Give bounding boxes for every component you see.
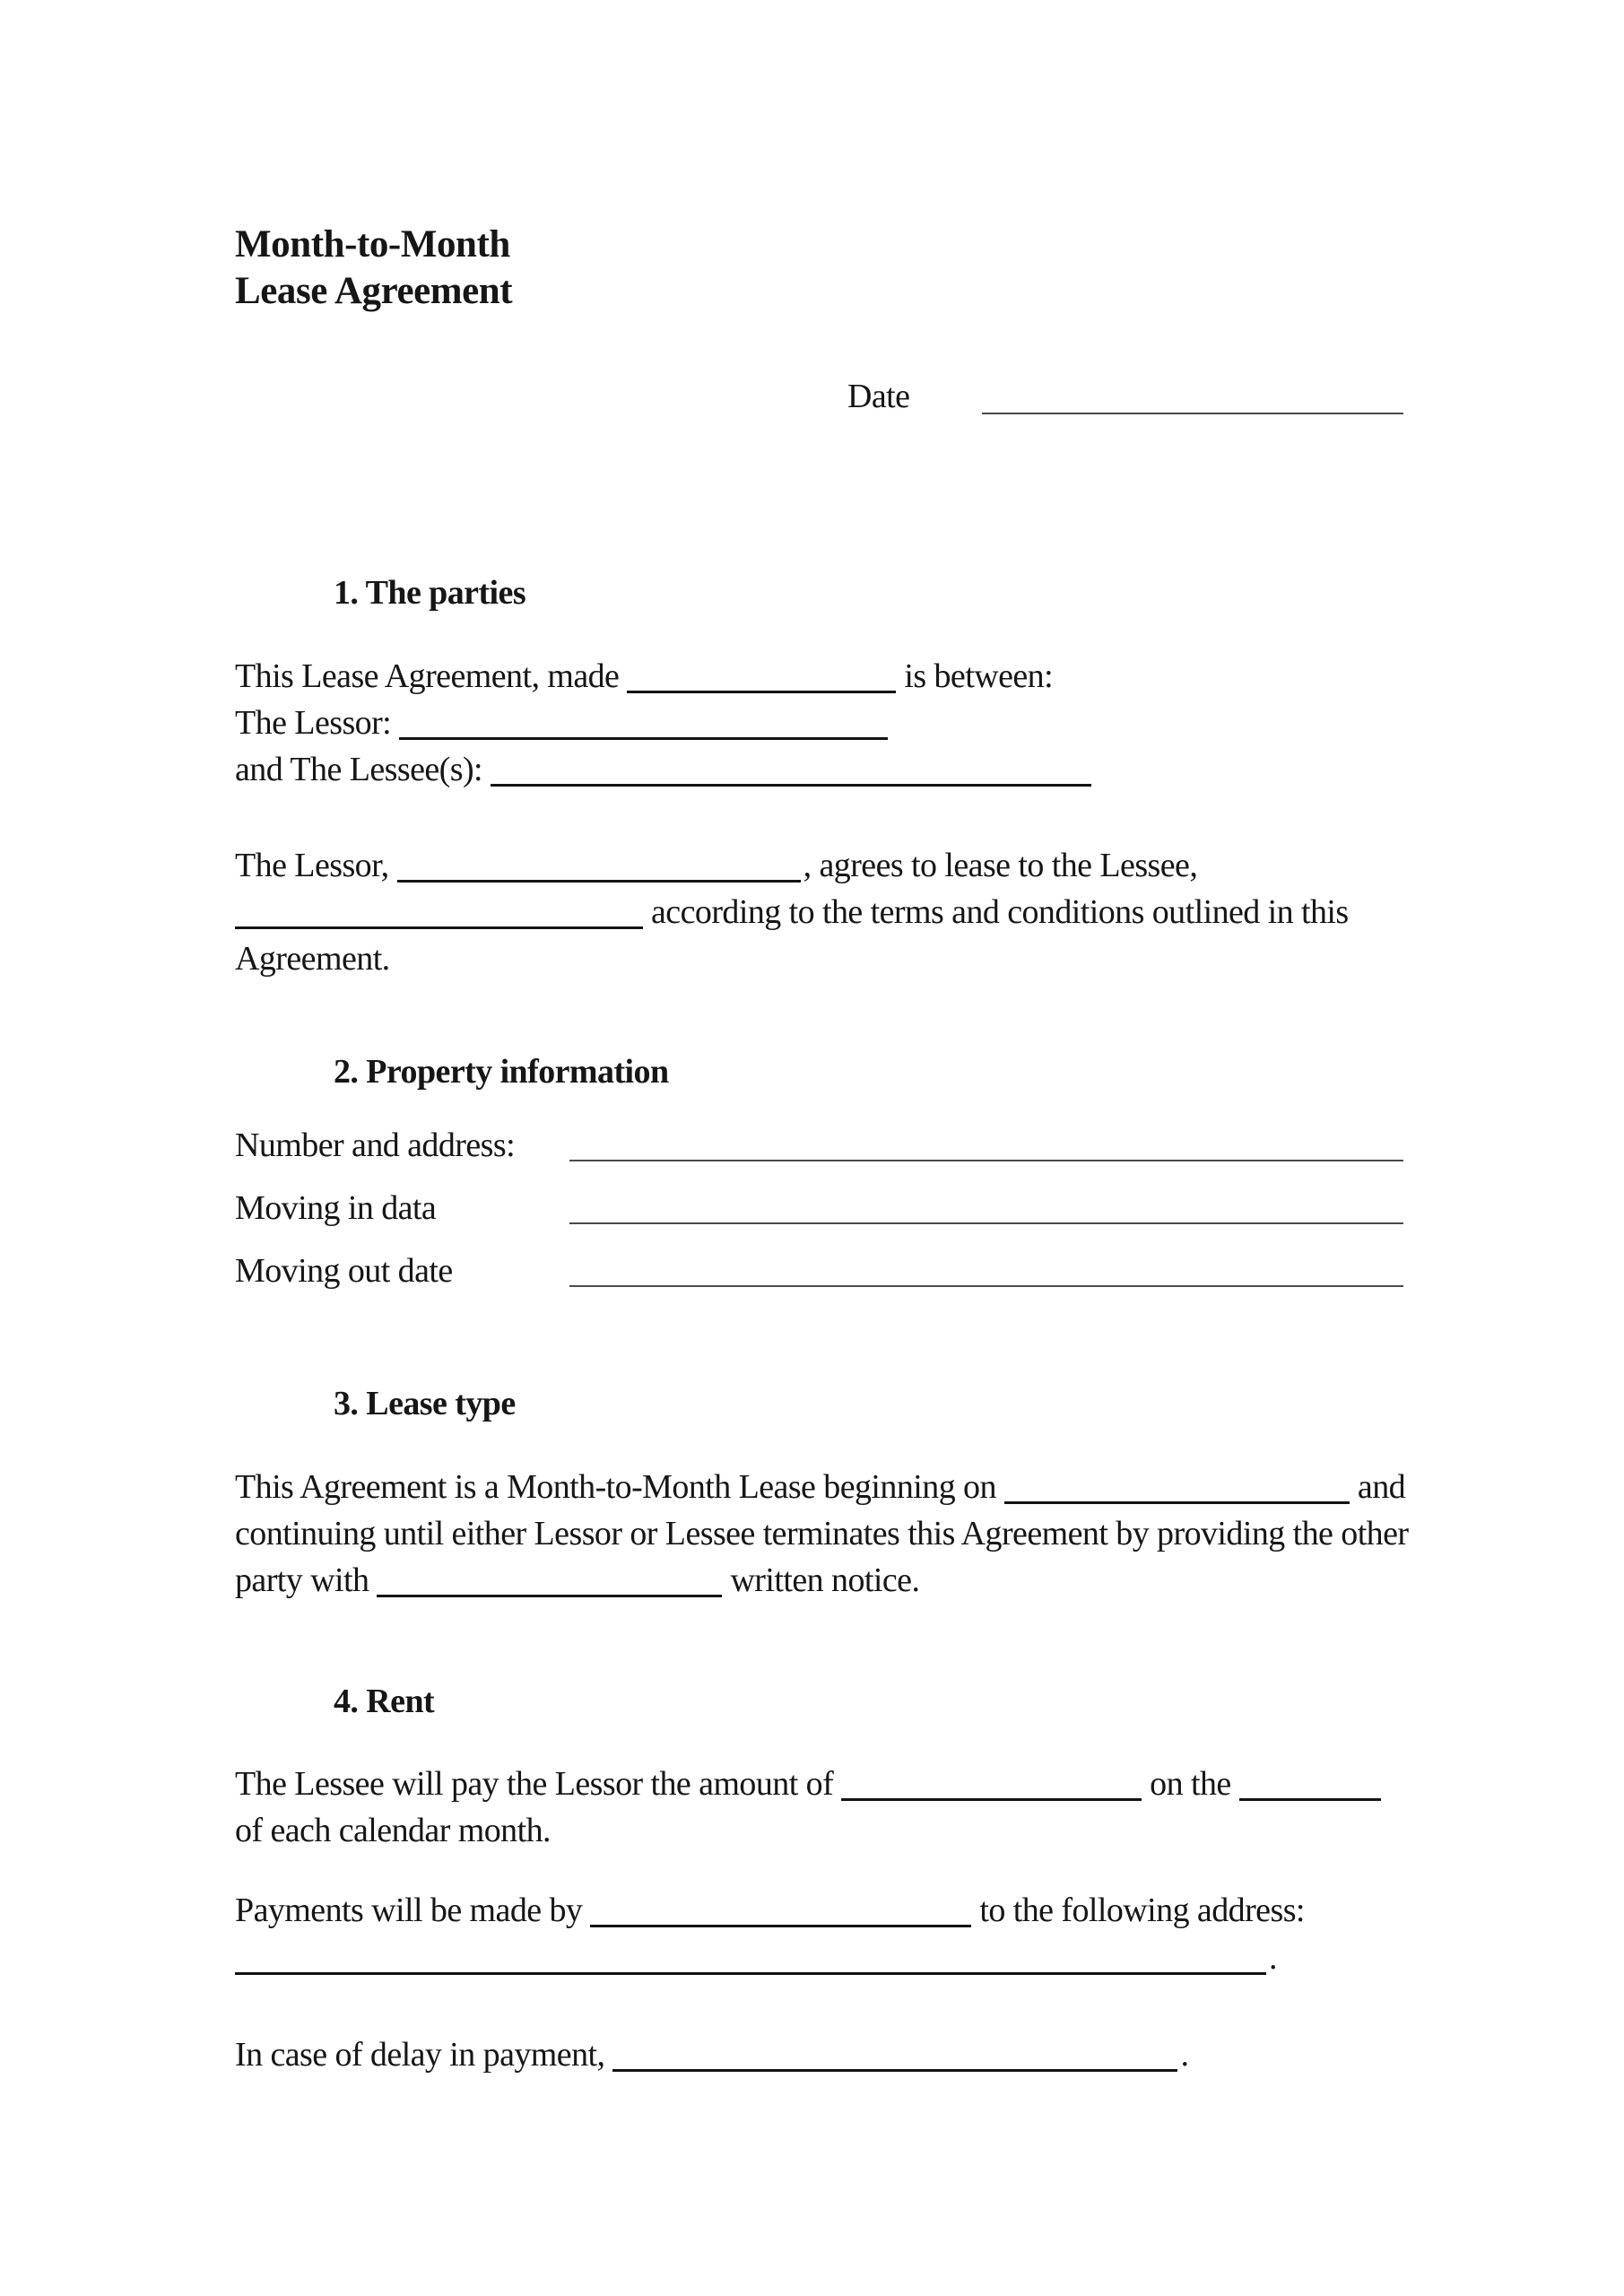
title-line-1: Month-to-Month [235,223,510,265]
address-fill-line[interactable] [569,1160,1403,1161]
section-heading-property: 2. Property information [334,1053,669,1091]
payments-text-after: to the following address: [979,1892,1305,1929]
paragraph-line [235,700,896,746]
begin-text-after: and [1357,1468,1406,1506]
paragraph-line [235,1888,1305,1934]
blank-rent-day[interactable] [1239,1778,1381,1801]
blank-lessee-name[interactable] [491,763,1091,787]
blank-lessor-name[interactable] [399,717,888,740]
field-label-address: Number and address: [235,1126,516,1164]
blank-notice-period[interactable] [377,1574,722,1597]
amount-text-line2: of each calendar month. [235,1812,551,1849]
title-line-2: Lease Agreement [235,270,513,312]
address-end-punct: . [1269,1939,1277,1977]
delay-end-punct: . [1180,2036,1189,2074]
notice-text-before: party with [235,1561,369,1599]
agrees-text-after: , agrees to lease to the Lessee, [803,847,1198,884]
document-title [235,222,512,315]
paragraph-line [235,1511,1409,1557]
amount-text-mid: on the [1150,1765,1231,1803]
paragraph-line [235,1808,551,1854]
terms-text-end: Agreement. [235,940,390,978]
blank-begin-date[interactable] [1004,1481,1350,1504]
agrees-text-before: The Lessor, [235,847,389,884]
paragraph-line [235,890,1349,935]
lessee-label: and The Lessee(s): [235,751,483,788]
section-heading-rent: 4. Rent [334,1683,435,1720]
paragraph-line [235,1935,1277,1981]
delay-text-before: In case of delay in payment, [235,2036,605,2074]
payments-text-before: Payments will be made by [235,1892,583,1929]
moving-in-fill-line[interactable] [569,1222,1403,1224]
date-fill-line[interactable] [982,413,1403,414]
begin-text-before: This Agreement is a Month-to-Month Lease beginning on [235,1468,996,1506]
blank-payment-address[interactable] [235,1952,1266,1975]
field-label-moving-in: Moving in data [235,1189,437,1227]
continue-text: continuing until either Lessor or Lessee terminates this Agreement by providing the other [235,1515,1409,1552]
amount-text-before: The Lessee will pay the Lessor the amount of [235,1765,834,1803]
lessor-label: The Lessor: [235,704,392,742]
made-text-after: is between: [904,657,1054,695]
paragraph-line [235,1465,1405,1510]
blank-payment-method[interactable] [590,1904,971,1927]
paragraph-line [235,747,1099,793]
made-text-before: This Lease Agreement, made [235,657,620,695]
blank-delay-terms[interactable] [612,2048,1177,2072]
terms-text-after: according to the terms and conditions outlined in this [651,893,1349,931]
section-heading-lease-type: 3. Lease type [334,1385,516,1422]
paragraph-line [235,843,1197,889]
blank-rent-amount[interactable] [841,1778,1142,1801]
moving-out-fill-line[interactable] [569,1285,1403,1287]
blank-lessor-agrees[interactable] [397,859,801,883]
field-label-moving-out: Moving out date [235,1252,453,1290]
blank-made-date[interactable] [627,670,896,693]
paragraph-line [235,2032,1188,2078]
paragraph-line [235,1558,919,1604]
paragraph-line [235,654,1053,700]
paragraph-line [235,936,390,982]
date-label: Date [847,378,910,415]
section-heading-parties: 1. The parties [334,574,526,612]
paragraph-line [235,1761,1389,1807]
notice-text-after: written notice. [730,1561,920,1599]
blank-lessee-agrees[interactable] [235,906,643,929]
